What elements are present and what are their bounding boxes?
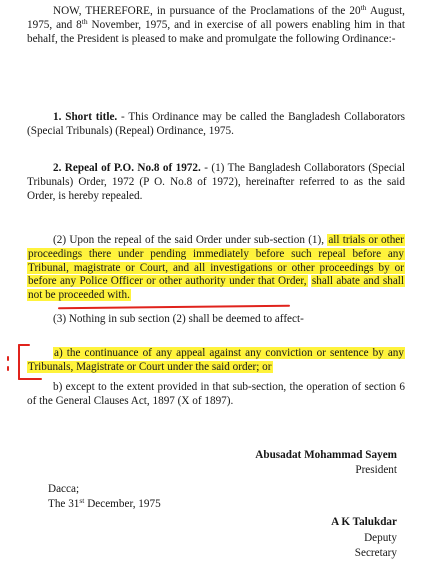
preamble-text-3: November, 1975, and in exercise of all powers enabling him in that behalf, the President is pleased to make and promulgate the following Ordinance:- bbox=[27, 18, 405, 45]
preamble-paragraph bbox=[27, 5, 405, 46]
date-line bbox=[48, 497, 161, 511]
clause-b bbox=[27, 381, 405, 409]
clause-a bbox=[27, 347, 405, 375]
section-1-heading: 1. Short title. bbox=[53, 111, 118, 123]
clause-b-text: b) except to the extent provided in that sub-section, the operation of section 6 of the General Clauses Act, 1897 (X of 1897). bbox=[27, 381, 405, 407]
preamble-sup-2: th bbox=[81, 16, 88, 26]
signatory-1-title: President bbox=[355, 464, 397, 476]
red-bracket-bottom bbox=[18, 378, 42, 380]
red-mark-dot-1 bbox=[7, 356, 9, 361]
section-2-text: - (1) The Bangladesh Collaborators (Special Tribunals) Order, 1972 (P O. No.8 of 1972), hereinafter referred to as the said Order, is hereby repealed. bbox=[27, 162, 405, 202]
red-bracket-vertical bbox=[18, 344, 20, 380]
date-suffix: December, 1975 bbox=[84, 498, 161, 510]
clause-a-text: a) the continuance of any appeal against any conviction or sentence by any Tribunals, Magistrate or Court under the said order; or bbox=[28, 347, 404, 373]
section-1-short-title bbox=[27, 111, 405, 139]
subsection-2-lead: (2) Upon the repeal of the said Order under sub-section (1), bbox=[53, 234, 328, 246]
signatory-1-name: Abusadat Mohammad Sayem bbox=[255, 449, 397, 461]
subsection-2-highlight-2: shall abate and shall not be proceeded with. bbox=[28, 275, 404, 302]
preamble-text-1: NOW, THEREFORE, in pursuance of the Proclamations of the 20 bbox=[53, 5, 361, 17]
section-2-repeal bbox=[27, 162, 405, 203]
subsection-3-text: (3) Nothing in sub section (2) shall be deemed to affect- bbox=[53, 313, 304, 325]
date-sup: st bbox=[79, 496, 85, 505]
red-underline-mark bbox=[58, 305, 290, 309]
preamble-sup-1: th bbox=[360, 3, 367, 12]
signatory-2-name: A K Talukdar bbox=[331, 516, 397, 528]
subsection-3 bbox=[27, 313, 405, 327]
signatory-2-title-2: Secretary bbox=[354, 547, 397, 559]
date-prefix: The 31 bbox=[48, 498, 80, 510]
place-line: Dacca; bbox=[48, 483, 80, 495]
signatory-2-title-1: Deputy bbox=[364, 532, 397, 544]
red-mark-dot-2 bbox=[7, 366, 9, 371]
section-2-heading: 2. Repeal of P.O. No.8 of 1972. bbox=[53, 162, 201, 174]
section-1-text: - This Ordinance may be called the Bangladesh Collaborators (Special Tribunals) (Repeal) Ordinance, 1975. bbox=[27, 111, 405, 137]
red-bracket-top bbox=[18, 344, 30, 346]
subsection-2-highlight-1: all trials or other proceedings there under pending immediately before such repeal before any Tribunal, magistrate or Court, and all investigations or other proceedings by or before any Police Officer or other authority under that Order, bbox=[28, 234, 405, 288]
subsection-2 bbox=[27, 234, 405, 303]
preamble-text-2: August, 1975, and 8 bbox=[27, 5, 405, 31]
